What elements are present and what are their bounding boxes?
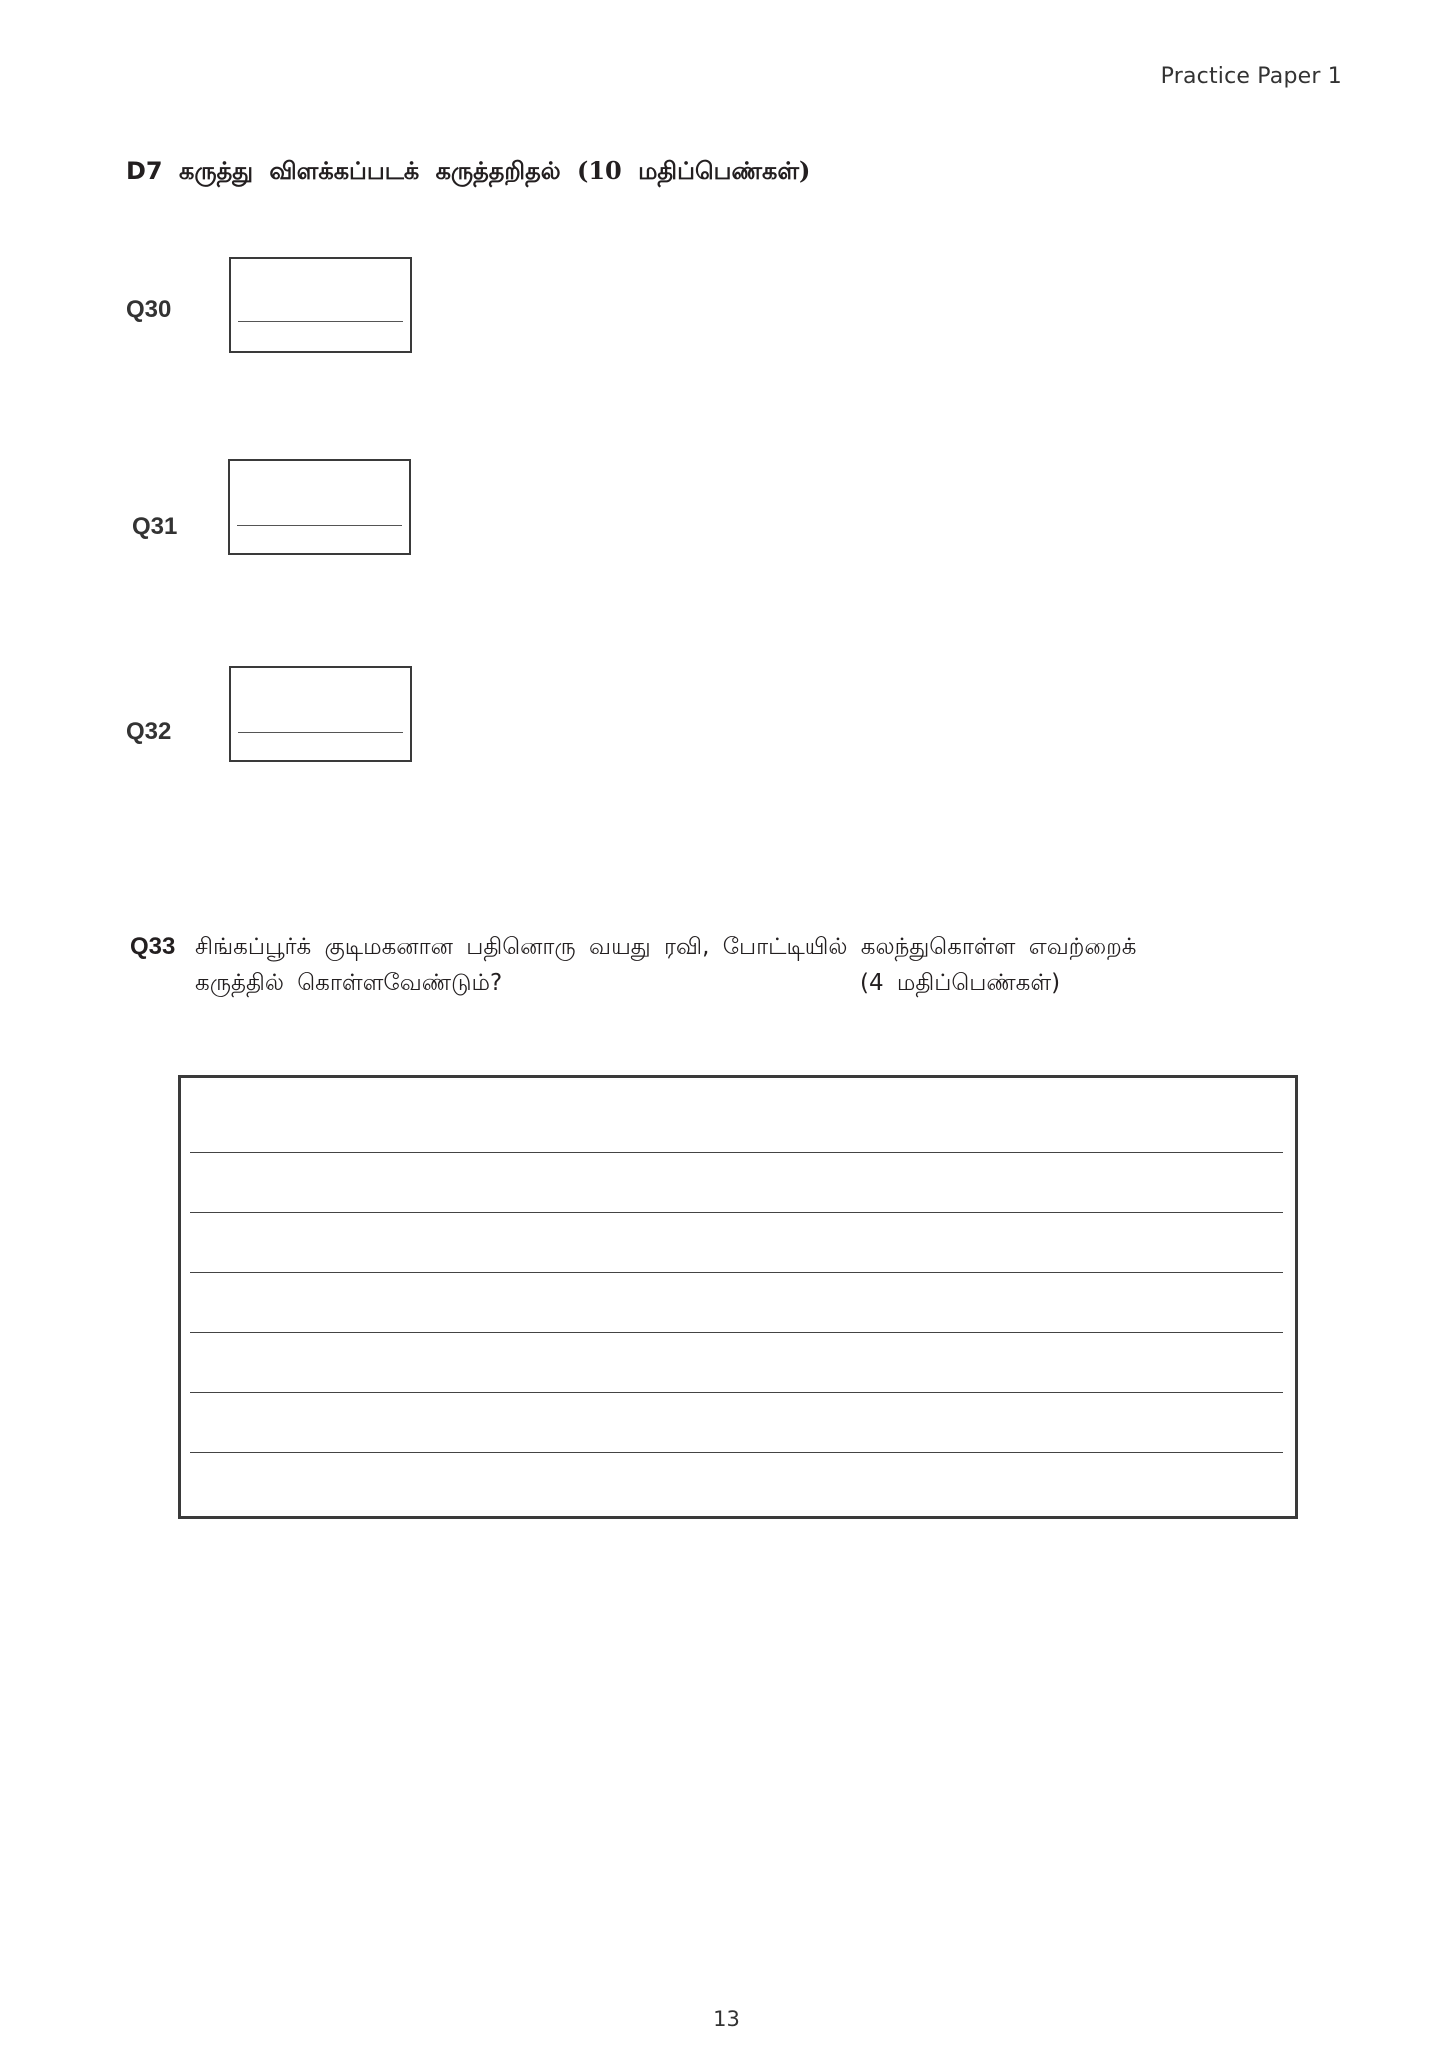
writing-line xyxy=(190,1272,1283,1273)
question-marks-q33: (4 மதிப்பெண்கள்) xyxy=(860,970,1061,996)
running-header: Practice Paper 1 xyxy=(1160,64,1342,89)
answer-line xyxy=(238,321,403,322)
writing-line xyxy=(190,1332,1283,1333)
answer-box-q30[interactable] xyxy=(229,257,412,353)
section-heading xyxy=(126,156,810,188)
answer-line xyxy=(238,732,403,733)
question-label-q32: Q32 xyxy=(126,718,172,745)
section-code: D7 xyxy=(126,157,163,185)
question-text-line-2 xyxy=(195,965,1265,1001)
question-label-q31: Q31 xyxy=(132,513,178,540)
question-text-line-2-text: கருத்தில் கொள்ளவேண்டும்? xyxy=(195,970,503,996)
answer-line xyxy=(237,525,402,526)
writing-line xyxy=(190,1212,1283,1213)
writing-line xyxy=(190,1152,1283,1153)
writing-line xyxy=(190,1392,1283,1393)
section-title: கருத்து விளக்கப்படக் கருத்தறிதல் xyxy=(178,157,561,185)
question-label-q30: Q30 xyxy=(126,296,172,323)
answer-box-q31[interactable] xyxy=(228,459,411,555)
question-label-q33: Q33 xyxy=(130,933,176,960)
page-number: 13 xyxy=(713,2007,740,2031)
question-text-line-1: சிங்கப்பூர்க் குடிமகனான பதினொரு வயது ரவி, போட்டியில் கலந்துகொள்ள எவற்றைக் xyxy=(195,934,1137,960)
writing-line xyxy=(190,1452,1283,1453)
answer-box-q33[interactable] xyxy=(178,1075,1298,1519)
section-marks: (10 மதிப்பெண்கள்) xyxy=(577,156,811,185)
answer-box-q32[interactable] xyxy=(229,666,412,762)
question-text-q33 xyxy=(195,929,1265,1001)
